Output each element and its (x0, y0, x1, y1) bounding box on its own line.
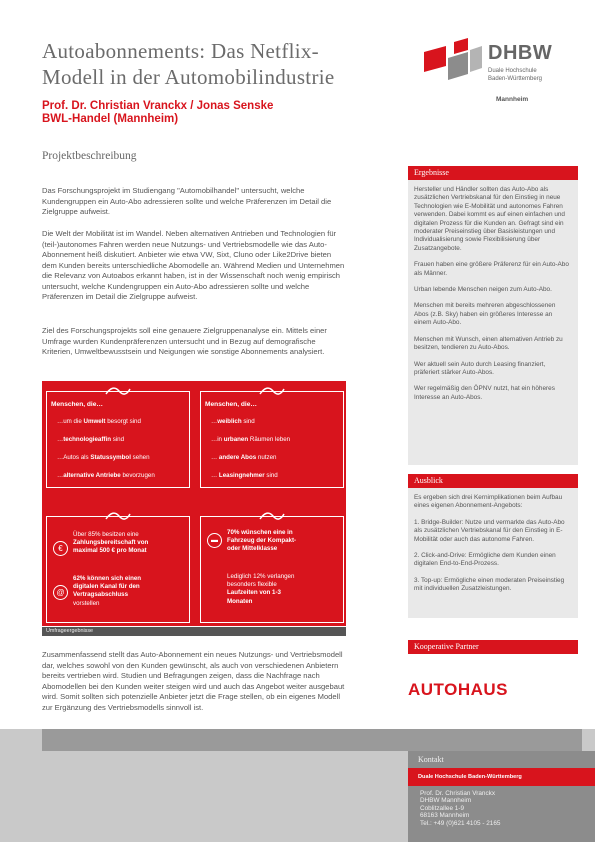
outlook-heading: Ausblick (408, 474, 578, 488)
persona-item: …alternative Antriebe bevorzugen (57, 472, 155, 479)
persona-item: …weiblich sind (211, 418, 255, 425)
car-icon: ▬ (207, 533, 222, 548)
stats-card-left (46, 516, 190, 623)
partner-logo: AUTOHAUS (408, 680, 509, 699)
logo-subtitle: Duale Hochschule Baden-Württemberg (488, 68, 543, 82)
contact-org: Duale Hochschule Baden-Württemberg (408, 768, 595, 786)
stat-payment: Über 85% besitzen eine Zahlungsbereitschaft von maximal 500 € pro Monat (73, 531, 149, 555)
persona-item: …technologieaffin sind (57, 436, 125, 443)
persona-card-right: Menschen, die… …weiblich sind …in urbanen Räumen leben … andere Abos nutzen … Leasingnehmer sind (200, 391, 344, 488)
outlook-box: Es ergeben sich drei Kernimplikationen beim Aufbau eines eigenen Abonnement-Angebots: 1. Bridge-Builder: Nutze und vermarkte das Auto-Abo als zusätzlichen Vertriebskanal für den Einstieg in E-Mobilität oder auch das autonome Fahren. 2. Click-and-Drive: Ermögliche dem Kunden einen digitalen End-to-End-Prozess. 3. Top-up: Ermögliche einen moderaten Preiseinstieg mit individuellen Zusatzleistungen. (408, 488, 578, 618)
stat-vehicle-class: 70% wünschen eine in Fahrzeug der Kompakt- oder Mittelklasse (227, 529, 297, 553)
contact-heading: Kontakt (408, 751, 595, 768)
logo-name: DHBW (488, 42, 553, 64)
persona-item: …Autos als Statussymbol sehen (57, 454, 150, 461)
paragraph-4: Zusammenfassend stellt das Auto-Abonnement ein neues Nutzungs- und Vertriebsmodell dar, welches sowohl von den Kunden gewünscht, als auch von verschiedenen Anbietern bereits vertrieben wird. Studien und Befragungen zeigen, dass die Nachfrage nach Abomodellen bei den Kunden weiter steigen wird und auch das Angebot weiter ausgebaut wird. Somit sollten sich potenzielle Anbieter jetzt die Frage stellen, ob ein eigenes Modell zur Ergänzung des Vertriebsmodells sinnvoll ist. (42, 650, 345, 712)
infographic (42, 381, 346, 626)
persona-item: … andere Abos nutzen (211, 454, 277, 461)
authors: Prof. Dr. Christian Vranckx / Jonas Senske BWL-Handel (Mannheim) (42, 100, 274, 125)
paragraph-2: Die Welt der Mobilität ist im Wandel. Neben alternativen Antrieben und Technologien für (teil-)autonomes Fahren werden neue Nutzungs- und Vertriebsmodelle wie das Auto-Abonnement heiß diskutiert. Anbieter wie etwa VW, Sixt, Cluno oder Like2Drive bieten dem Kunden bereits unterschiedliche Abomodelle an. Während Medien und Unternehmen die Relevanz von Autoabos erkannt haben, ist in der Wissenschaft noch wenig empirisch untersucht, welche Kundengruppen ein Auto-Abo adressieren sollte und welche Präferenzen im Detail die Zielgruppe aufweist. (42, 229, 345, 301)
logo-city: Mannheim (496, 96, 529, 103)
infographic-caption: Umfrageergebnisse (42, 627, 346, 636)
paragraph-1: Das Forschungsprojekt im Studiengang "Automobilhandel" untersucht, welche Kundengruppen ein Auto-Abo adressieren sollte und welche Präferenzen im Detail die Zielgruppe aufweist. (42, 186, 332, 216)
persona-item: …um die Umwelt besorgt sind (57, 418, 141, 425)
at-icon: @ (53, 585, 68, 600)
contact-details: Prof. Dr. Christian Vranckx DHBW Mannheim Coblitzallee 1-9 68163 Mannheim Tel.: +49 (0)621 4105 - 2165 (408, 786, 595, 842)
persona-item: … Leasingnehmer sind (211, 472, 278, 479)
section-heading: Projektbeschreibung (42, 150, 137, 162)
persona-item: …in urbanen Räumen leben (211, 436, 291, 443)
persona-card-left: Menschen, die… …um die Umwelt besorgt sind …technologieaffin sind …Autos als Statussymbol sehen …alternative Antriebe bevorzugen (46, 391, 190, 488)
swirl-icon (105, 511, 131, 521)
stats-card-right (200, 516, 344, 623)
swirl-icon (105, 386, 131, 396)
dhbw-logo-mark (424, 38, 484, 88)
results-heading: Ergebnisse (408, 166, 578, 180)
paragraph-3: Ziel des Forschungsprojekts soll eine genauere Zielgruppenanalyse ein. Mittels einer Umfrage wurden Kundenpräferenzen untersucht und in Bezug auf demografische Kriterien, Umweltbewusstsein und Neigungen wie sonstige Abonnements analysiert. (42, 326, 327, 356)
footer-bar (42, 729, 582, 751)
results-box: Hersteller und Händler sollten das Auto-Abo als zusätzlichen Vertriebskanal für den Einstieg in neue Technologien wie E-Mobilität und autonomes Fahren verwenden. Dabei kommt es auf einen einfachen und digitalen Prozess für die Kunden an. Gefragt sind ein moderater Preiseinstieg über Basisleistungen und Individualisierung sowie Flexibilisierung über Zusatzangebote. Frauen haben eine größere Präferenz für ein Auto-Abo als Männer. Urban lebende Menschen neigen zum Auto-Abo. Menschen mit bereits mehreren abgeschlossenen Abos (z.B. Sky) haben ein größeres Interesse an einem Auto-Abo. Menschen mit Wunsch, einen alternativen Antrieb zu besitzen, tendieren zu Auto-Abos. Wer aktuell sein Auto durch Leasing finanziert, präferiert stärker Auto-Abos. Wer regelmäßig den ÖPNV nutzt, hat ein höheres Interesse an Auto-Abos. (408, 180, 578, 465)
swirl-icon (259, 511, 285, 521)
partner-heading: Kooperative Partner (408, 640, 578, 654)
stat-digital: 62% können sich einen digitalen Kanal für den Vertragsabschluss vorstellen (73, 575, 142, 607)
euro-icon: € (53, 541, 68, 556)
swirl-icon (259, 386, 285, 396)
page-title: Autoabonnements: Das Netflix- Modell in der Automobilindustrie (42, 39, 335, 89)
stat-flexibility: Lediglich 12% verlangen besonders flexible Laufzeiten von 1-3 Monaten (227, 573, 295, 605)
